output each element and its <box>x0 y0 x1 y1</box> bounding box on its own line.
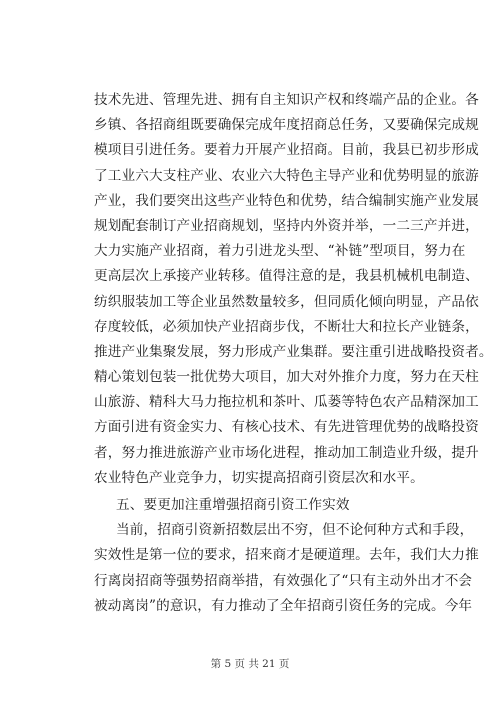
paragraph-line: 乡镇、各招商组既要确保完成年度招商总任务，又要确保完成规 <box>94 117 479 134</box>
paragraph-line: 者，努力推进旅游产业市场化进程，推动加工制造业升级，提升 <box>94 444 479 461</box>
paragraph-line: 模项目引进任务。要着力开展产业招商。目前，我县已初步形成 <box>94 142 479 159</box>
paragraph-line: 农业特色产业竞争力，切实提高招商引资层次和水平。 <box>94 469 424 486</box>
paragraph-line: 了工业六大支柱产业、农业六大特色主导产业和优势明显的旅游 <box>94 167 479 184</box>
paragraph-line: 山旅游、精科大马力拖拉机和茶叶、瓜蒌等特色农产品精深加工 <box>94 394 479 411</box>
paragraph-line: 方面引进有资金实力、有核心技术、有先进管理优势的战略投资 <box>94 419 479 436</box>
paragraph-line: 被动离岗”的意识，有力推动了全年招商引资任务的完成。今年 <box>94 597 473 614</box>
paragraph-line: 当前，招商引资新招数层出不穷，但不论何种方式和手段， <box>116 522 474 539</box>
page-number-footer: 第 5 页 共 21 页 <box>210 658 290 670</box>
paragraph-line: 精心策划包装一批优势大项目，加大对外推介力度，努力在天柱 <box>94 369 479 386</box>
paragraph-line: 技术先进、管理先进、拥有自主知识产权和终端产品的企业。各 <box>94 92 479 108</box>
paragraph-line: 推进产业集聚发展，努力形成产业集群。要注重引进战略投资者。 <box>94 343 493 360</box>
paragraph-line: 行离岗招商等强势招商举措，有效强化了“只有主动外出才不会 <box>94 572 473 589</box>
paragraph-line: 产业，我们要突出这些产业特色和优势，结合编制实施产业发展 <box>94 192 479 209</box>
paragraph-line: 大力实施产业招商，着力引进龙头型、“补链”型项目，努力在 <box>94 243 466 260</box>
document-body <box>94 88 493 619</box>
paragraph-line: 更高层次上承接产业转移。值得注意的是，我县机械机电制造、 <box>94 268 479 285</box>
paragraph-line: 纺织服装加工等企业虽然数量较多，但同质化倾向明显，产品依 <box>94 293 479 310</box>
paragraph-line: 存度较低，必须加快产业招商步伐，不断壮大和拉长产业链条， <box>94 318 479 335</box>
paragraph-line: 规划配套制订产业招商规划，坚持内外资并举，一二三产并进， <box>94 217 479 234</box>
paragraph-line: 实效性是第一位的要求，招来商才是硬道理。去年，我们大力推 <box>94 547 479 564</box>
section-heading: 五、要更加注重增强招商引资工作实效 <box>116 497 350 513</box>
